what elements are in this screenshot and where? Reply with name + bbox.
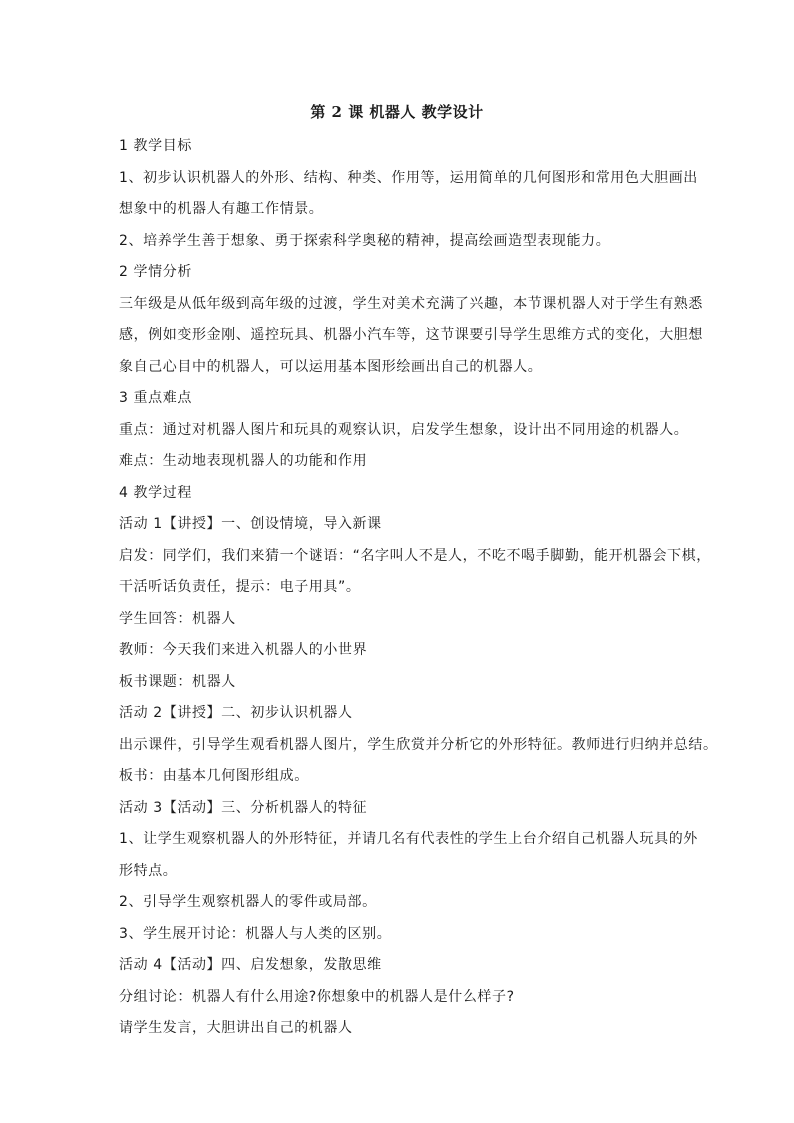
section-heading-process: 4 教学过程: [119, 484, 192, 501]
text-line: 请学生发言，大胆讲出自己的机器人: [119, 1020, 353, 1036]
activity-heading: 活动 1【讲授】一、创设情境，导入新课: [119, 516, 382, 532]
text-line: 板书课题：机器人: [119, 673, 236, 690]
section-heading-objectives: 1 教学目标: [119, 138, 192, 154]
text-line: 出示课件，引导学生观看机器人图片，学生欣赏并分析它的外形特征。教师进行归纳并总结。: [119, 736, 718, 753]
text-line: 重点：通过对机器人图片和玩具的观察认识，启发学生想象，设计出不同用途的机器人。: [119, 421, 689, 438]
section-heading-analysis: 2 学情分析: [119, 264, 192, 280]
text-line: 2、培养学生善于想象、勇于探索科学奥秘的精神，提高绘画造型表现能力。: [119, 232, 611, 249]
text-line: 三年级是从低年级到高年级的过渡，学生对美术充满了兴趣，本节课机器人对于学生有熟悉: [119, 295, 703, 312]
activity-heading: 活动 4【活动】四、启发想象，发散思维: [119, 957, 382, 973]
text-line: 干活听话负责任，提示：电子用具”。: [119, 579, 361, 595]
text-line: 分组讨论：机器人有什么用途?你想象中的机器人是什么样子?: [119, 988, 515, 1005]
text-line: 想象中的机器人有趣工作情景。: [119, 201, 324, 217]
text-line: 象自己心目中的机器人，可以运用基本图形绘画出自己的机器人。: [119, 358, 543, 375]
activity-heading: 活动 2【讲授】二、初步认识机器人: [119, 705, 353, 721]
page-title: 第 2 课 机器人 教学设计: [310, 103, 484, 121]
activity-heading: 活动 3【活动】三、分析机器人的特征: [119, 799, 368, 816]
text-line: 启发：同学们，我们来猜一个谜语：“名字叫人不是人，不吃不喝手脚勤，能开机器会下棋，: [119, 547, 711, 564]
text-line: 难点：生动地表现机器人的功能和作用: [119, 453, 368, 469]
text-line: 感，例如变形金刚、遥控玩具、机器小汽车等，这节课要引导学生思维方式的变化，大胆想: [119, 327, 703, 343]
text-line: 1、初步认识机器人的外形、结构、种类、作用等，运用简单的几何图形和常用色大胆画出: [119, 169, 698, 186]
text-line: 学生回答：机器人: [119, 610, 236, 627]
text-line: 1、让学生观察机器人的外形特征，并请几名有代表性的学生上台介绍自己机器人玩具的外: [119, 831, 698, 847]
text-line: 形特点。: [119, 862, 178, 879]
text-line: 2、引导学生观察机器人的零件或局部。: [119, 894, 377, 910]
text-line: 教师：今天我们来进入机器人的小世界: [119, 642, 368, 658]
section-heading-key-points: 3 重点难点: [119, 390, 192, 406]
document-body: [119, 131, 718, 1045]
text-line: 3、学生展开讨论：机器人与人类的区别。: [119, 925, 392, 942]
text-line: 板书：由基本几何图形组成。: [119, 768, 309, 784]
